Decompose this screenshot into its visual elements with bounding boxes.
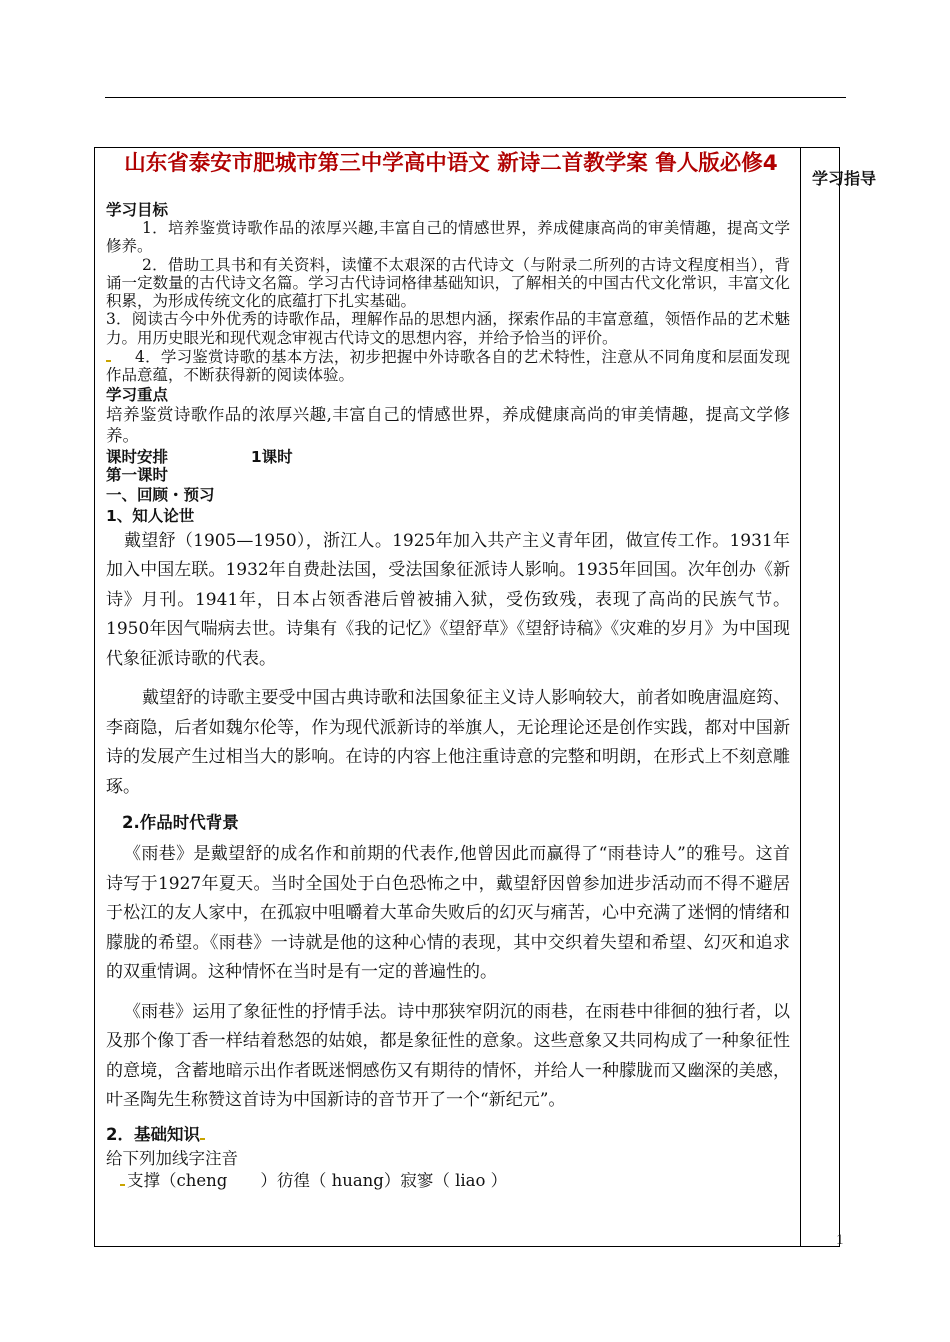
highlight-mark	[106, 360, 111, 362]
basics-heading: 2．基础知识	[106, 1124, 200, 1144]
document-title: 山东省泰安市肥城市第三中学高中语文 新诗二首教学案 鲁人版必修4	[124, 151, 778, 176]
main-content	[106, 201, 790, 1192]
subsection-heading: 2.作品时代背景	[122, 813, 239, 833]
author-paragraph: 戴望舒的诗歌主要受中国古典诗歌和法国象征主义诗人影响较大，前者如晚唐温庭筠、李商隐，后者如魏尔伦等，作为现代派新诗的举旗人，无论理论还是创作实践，都对中国新诗的发展产生过相当大的影响。在诗的内容上他注重诗意的完整和明朗，在形式上不刻意雕琢。	[106, 688, 790, 797]
goal-item: 1．培养鉴赏诗歌作品的浓厚兴趣,丰富自己的情感世界，养成健康高尚的审美情趣，提高文学修养。	[106, 219, 790, 256]
goals-heading: 学习目标	[106, 201, 169, 219]
focus-heading: 学习重点	[106, 385, 169, 404]
goal-item: 3．阅读古今中外优秀的诗歌作品，理解作品的思想内涵，探索作品的丰富意蕴，领悟作品的艺术魅力。用历史眼光和现代观念审视古代诗文的思想内容，并给予恰当的评价。	[106, 310, 790, 347]
background-paragraph: 《雨巷》运用了象征性的抒情手法。诗中那狭窄阴沉的雨巷，在雨巷中徘徊的独行者，以及那个像丁香一样结着愁怨的姑娘，都是象征性的意象。这些意象又共同构成了一种象征性的意境，含蓄地暗示出作者既迷惘感伤又有期待的情怀，并给人一种朦胧而又幽深的美感，叶圣陶先生称赞这首诗为中国新诗的音节开了一个“新纪元”。	[106, 1001, 790, 1111]
goal-item-text: 4．学习鉴赏诗歌的基本方法，初步把握中外诗歌各自的艺术特性，注意从不同角度和层面发现作品意蕴，不断获得新的阅读体验。	[106, 348, 790, 385]
page-number: 1	[836, 1232, 844, 1248]
goal-item-4	[106, 348, 790, 385]
lesson-heading: 第一课时	[106, 465, 169, 484]
header-rule	[105, 97, 846, 98]
schedule-label: 课时安排	[106, 447, 169, 466]
column-divider	[800, 147, 801, 1247]
background-paragraph: 《雨巷》是戴望舒的成名作和前期的代表作,他曾因此而赢得了“雨巷诗人”的雅号。这首诗写于1927年夏天。当时全国处于白色恐怖之中，戴望舒因曾参加进步活动而不得不避居于松江的友人家中，在孤寂中咀嚼着大革命失败后的幻灭与痛苦，心中充满了迷惘的情绪和朦胧的希望。《雨巷》一诗就是他的这种心情的表现，其中交织着失望和希望、幻灭和追求的双重情调。这种情怀在当时是有一定的普遍性的。	[106, 844, 790, 983]
schedule-row	[106, 448, 790, 466]
author-paragraph: 戴望舒（1905—1950），浙江人。1925年加入共产主义青年团，做宣传工作。1931年加入中国左联。1932年自费赴法国，受法国象征派诗人影响。1935年回国。次年创办《新诗》月刊。1941年，日本占领香港后曾被捕入狱，受伤致残，表现了高尚的民族气节。1950年因气喘病去世。诗集有《我的记忆》《望舒草》《望舒诗稿》《灾难的岁月》为中国现代象征派诗歌的代表。	[106, 530, 790, 669]
highlight-mark	[120, 1184, 125, 1186]
schedule-value: 1课时	[250, 447, 293, 466]
goal-item: 2．借助工具书和有关资料，读懂不太艰深的古代诗文（与附录二所列的古诗文程度相当），背诵一定数量的古代诗文名篇。学习古代诗词格律基础知识，了解相关的中国古代文化常识，丰富文化积累，为形成传统文化的底蕴打下扎实基础。	[106, 255, 790, 311]
section-heading: 一、回顾・预习	[106, 485, 215, 504]
subsection-heading: 1、知人论世	[106, 506, 195, 525]
subsection-heading	[106, 1126, 790, 1144]
highlight-mark	[200, 1138, 205, 1140]
exercise-line	[106, 1170, 790, 1192]
exercise-text: 支撑（cheng ）彷徨（ huang）寂寥（ liao ）	[127, 1170, 508, 1190]
exercise-intro: 给下列加线字注音	[106, 1148, 238, 1168]
side-column-title: 学习指导	[812, 169, 877, 188]
focus-text: 培养鉴赏诗歌作品的浓厚兴趣,丰富自己的情感世界，养成健康高尚的审美情趣，提高文学修养。	[106, 404, 790, 445]
